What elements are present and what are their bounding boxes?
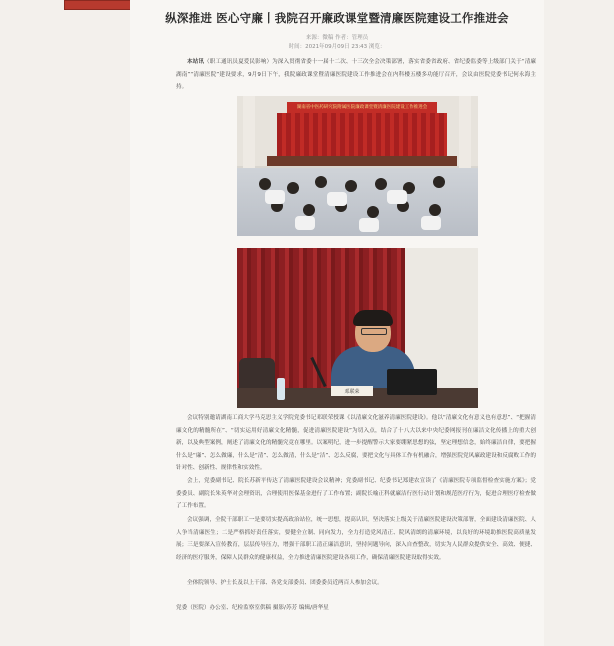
photo-nameplate-text: 邓联荣 (344, 388, 360, 395)
paragraph-meeting: 会上，党委副书记、院长苏新平传达了清廉医院建设会议精神；党委副书记、纪委书记郑建农宣读了《清廉医院专项监督检查实施方案》；党委委员、副院长朱英华对会理资讯，合理使用医保基金进行了工作布置；副院长喻正科就廉洁行医行动计划和规范医疗行为，促进合理医疗检查做了工作布置。 (176, 478, 536, 510)
article-source-author: 来源：微稿 作者：管理员 (305, 35, 369, 41)
paragraph-attendance: 全体院领导、护士长及以上干部、各党支部委员、团委委员近两百人参加会议。 (187, 580, 383, 586)
paragraph-lead: 本站讯 (187, 59, 205, 65)
article-timestamp: 时间：2021年09月09日 23:43 浏览： (288, 44, 386, 50)
meeting-hall-photo (237, 96, 478, 236)
article-page (130, 0, 544, 646)
paragraph-intro (176, 56, 536, 94)
speaker-photo (237, 248, 478, 408)
article-title: 纵深推进 医心守廉丨我院召开廉政课堂暨清廉医院建设工作推进会 (165, 11, 509, 25)
photo-banner-text: 湖南省中医药研究院附属医院廉政课堂暨清廉医院建设工作推进会 (296, 105, 428, 110)
paragraph-text: （职工通讯员夏爱民影响）为深入贯彻省委十一届十二次、十三次全会决策部署，落实省委省政府、省纪委监委等上级部门关于“清廉湖南”“清廉医院”建设要求，9月9日下午，我院廉政课堂暨清廉医院建设工作推进会在内科楼五楼多功能厅召开，会议由医院党委书记何永海主持。 (176, 59, 536, 91)
paragraph-emphasis: 会议强调，全院干部职工一是要切实提高政治站位，统一思想，提高认识，坚决落实上级关于清廉医院建设决策部署，全面建设清廉医院、人人争当清廉医生；二是严格抓好责任落实，要健全立制、同向发力，全力打造党风清正、院风清朗的清廉环境，以良好的环境助推医院高质量发展；三是要深入宣传教育，层层传导压力，增强干部职工清正廉洁意识，坚持问题导向，深入自查整改，切实为人民群众提供安全、高效、便捷、经济的医疗服务，保障人民群众的健康权益，全力推进清廉医院建设各项工作，确保清廉医院建设取得实效。 (176, 517, 536, 561)
paragraph-lecture: 会议特别邀请湖南工商大学马克思主义学院党委书记邓联荣授课《以清廉文化滋养清廉医院建设》。他以“清廉文化有意义也有意思”、“把握清廉文化的精髓所在”、“切实运用好清廉文化精髓，促进清廉医院建设”为切入点，结合了十八大以来中央纪委网报刊在廉洁文化传播上的重大创新，以及典型案例，阐述了清廉文化的精髓究竟在哪里。以案明纪，进一步提醒警示大家要绷紧思想的弦，坚定理想信念，始终廉洁自律，要把握什么是“廉”、怎么做廉，什么是“清”、怎么做清，什么是“洁”、怎么反腐，要把文化与具体工作有机融合，增强医院党风廉政建设和反腐败工作的针对性、创新性、规律性和实效性。 (176, 415, 536, 472)
article-footer: 党委（医院）办公室、纪检监察室供稿 摄影/苏芳 编辑/唐华星 (176, 605, 329, 611)
